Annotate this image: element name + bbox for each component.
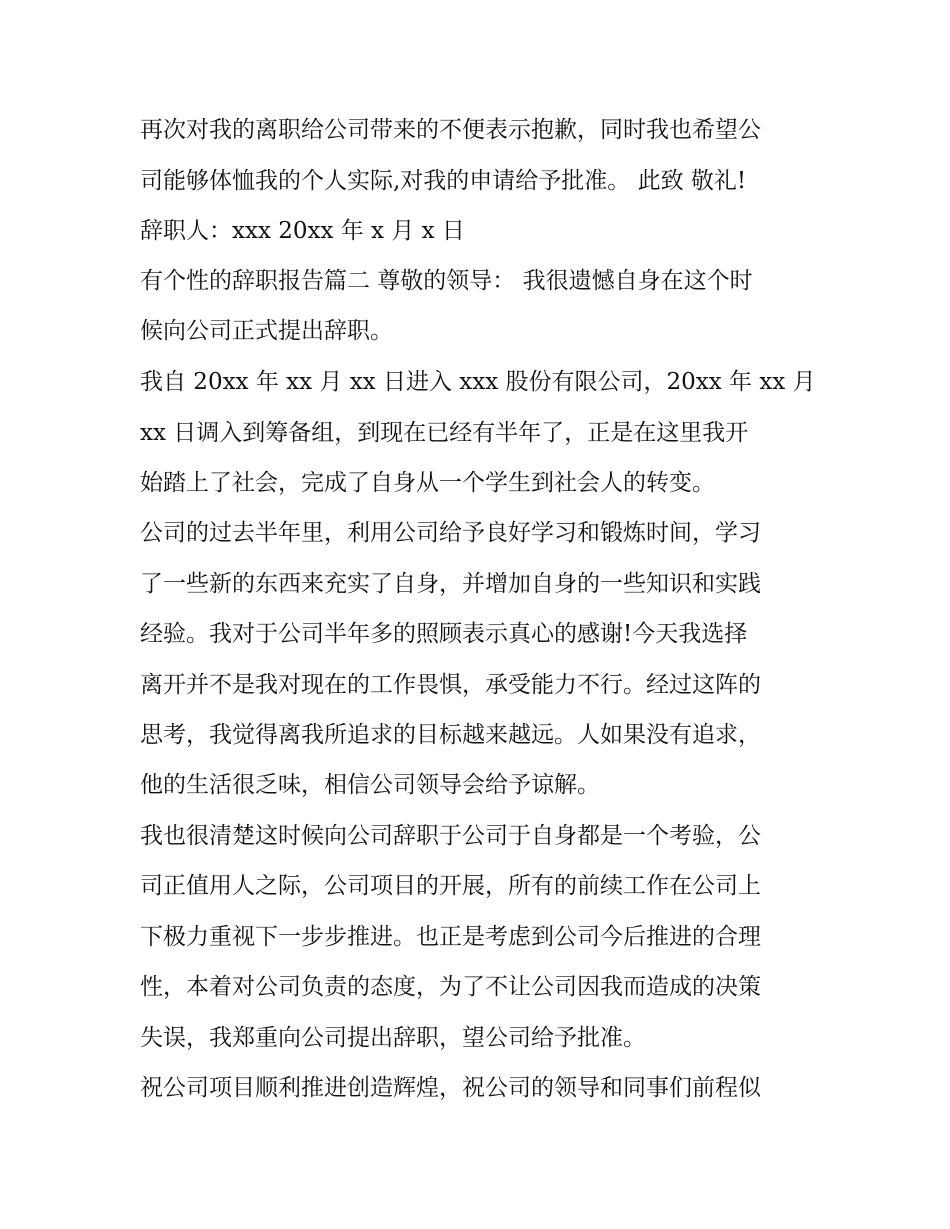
text-line: 公司的过去半年里，利用公司给予良好学习和锻炼时间，学习 (140, 520, 761, 546)
text-line: 我自 20xx 年 xx 月 xx 日进入 xxx 股份有限公司，20xx 年 xx 月 (140, 369, 816, 395)
text-line: 我也很清楚这时候向公司辞职于公司于自身都是一个考验，公 (140, 823, 761, 849)
text-line: 性，本着对公司负责的态度，为了不让公司因我而造成的决策 (140, 974, 761, 1000)
text-line: 再次对我的离职给公司带来的不便表示抱歉，同时我也希望公 (140, 117, 761, 143)
text-line: 经验。我对于公司半年多的照顾表示真心的感谢!今天我选择 (140, 621, 748, 647)
text-line: 始踏上了社会，完成了自身从一个学生到社会人的转变。 (140, 470, 715, 496)
text-line: 失误，我郑重向公司提出辞职，望公司给予批准。 (140, 1025, 646, 1051)
text-line: 了一些新的东西来充实了自身，并增加自身的一些知识和实践 (140, 571, 761, 597)
signature-line: 辞职人：xxx 20xx 年 x 月 x 日 (140, 218, 465, 244)
text-line: 司能够体恤我的个人实际,对我的申请给予批准。 此致 敬礼! (140, 168, 747, 194)
text-line: 下极力重视下一步步推进。也正是考虑到公司今后推进的合理 (140, 924, 761, 950)
text-line: 司正值用人之际，公司项目的开展，所有的前续工作在公司上 (140, 873, 761, 899)
text-line: 思考，我觉得离我所追求的目标越来越远。人如果没有追求， (140, 722, 761, 748)
text-line: 候向公司正式提出辞职。 (140, 318, 393, 344)
text-line: 有个性的辞职报告篇二 尊敬的领导： 我很遗憾自身在这个时 (140, 268, 753, 294)
text-line: 离开并不是我对现在的工作畏惧，承受能力不行。经过这阵的 (140, 672, 761, 698)
text-line: 祝公司项目顺利推进创造辉煌，祝公司的领导和同事们前程似 (140, 1075, 761, 1101)
text-line: 他的生活很乏味，相信公司领导会给予谅解。 (140, 772, 600, 798)
text-line: xx 日调入到筹备组，到现在已经有半年了，正是在这里我开 (140, 420, 749, 446)
